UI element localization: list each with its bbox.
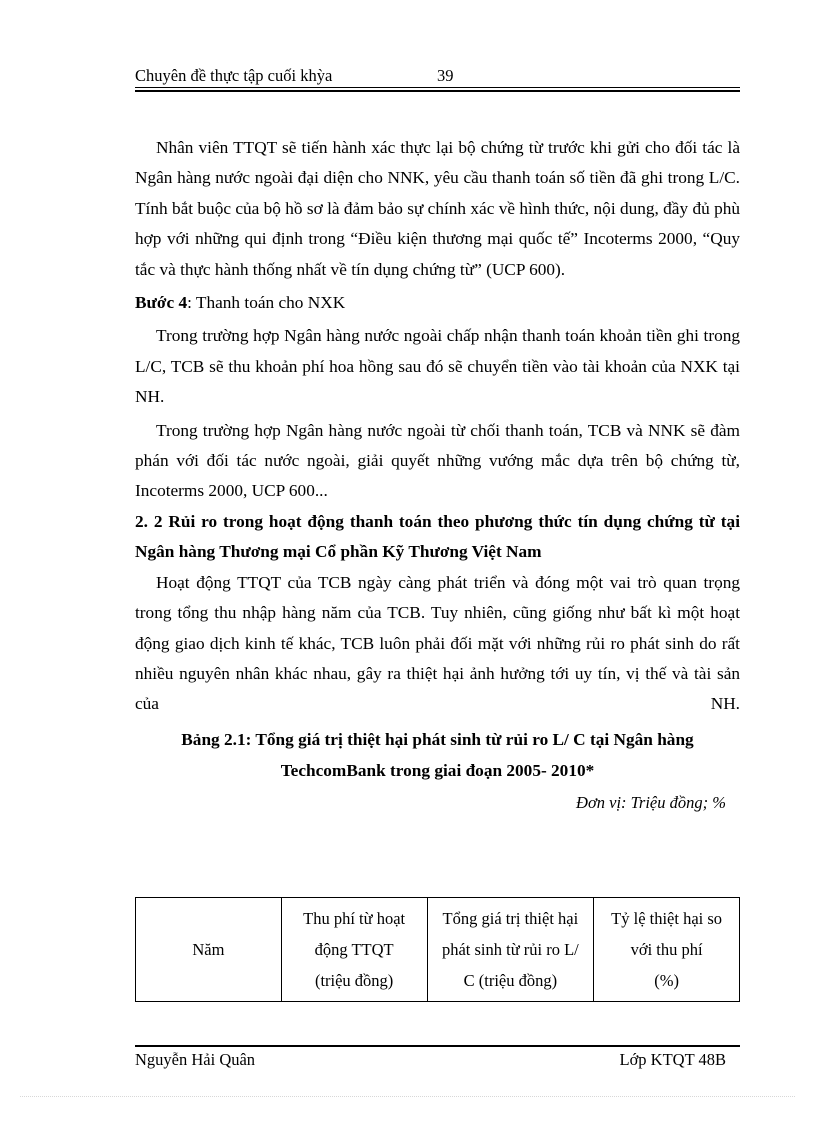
table-title-line-1: Bảng 2.1: Tổng giá trị thiệt hại phát sinh từ rủi ro L/ C tại Ngân hàng (181, 729, 694, 749)
paragraph-refuse-payment: Trong trường hợp Ngân hàng nước ngoài từ chối thanh toán, TCB và NNK sẽ đàm phán với đối tác nước ngoài, giải quyết những vướng mắc dựa trên bộ chứng từ, Incoterms 2000, UCP 600... (135, 420, 740, 501)
step-4-heading (135, 288, 740, 318)
col-header-loss: Tổng giá trị thiệt hại phát sinh từ rủi ro L/ C (triệu đồng) (427, 898, 594, 1002)
paragraph-verification: Nhân viên TTQT sẽ tiến hành xác thực lại bộ chứng từ trước khi gửi cho đối tác là Ngân hàng nước ngoài đại diện cho NNK, yêu cầu thanh toán số tiền đã ghi trong L/C. Tính bắt buộc của bộ hồ sơ là đảm bảo sự chính xác về hình thức, nội dung, đầy đủ phù hợp với những qui định trong “Điều kiện thương mại quốc tế” Incoterms 2000, “Quy tắc và thực hành thống nhất về tín dụng chứng từ” (UCP 600). (135, 138, 740, 279)
header-page-number: 39 (437, 66, 454, 85)
table-unit-note: Đơn vị: Triệu đồng; % (576, 792, 726, 812)
header-rule-thin (135, 87, 740, 88)
col-header-fee: Thu phí từ hoạt động TTQT (triệu đồng) (281, 898, 427, 1002)
step-4-label: Bước 4 (135, 293, 188, 313)
header-title: Chuyên đề thực tập cuối khỳa (135, 66, 333, 85)
header-rule-thick (135, 90, 740, 92)
loss-table (135, 897, 740, 1002)
footer-author: Nguyễn Hải Quân (135, 1050, 256, 1069)
footer-rule (135, 1045, 740, 1047)
page-header (135, 64, 740, 88)
document-body (135, 133, 740, 818)
paragraph-risk-overview: Hoạt động TTQT của TCB ngày càng phát triển và đóng một vai trò quan trọng trong tổng thu nhập hàng năm của TCB. Tuy nhiên, cũng giống như bất kì một hoạt động giao dịch kinh tế khác, TCB luôn phải đối mặt với những rủi ro phát sinh do rất nhiều nguyên nhân khác nhau, gây ra thiệt hại ảnh hưởng tới uy tín, vị thế và tài sản của NH. (135, 572, 740, 714)
table-title (135, 724, 740, 786)
col-header-ratio: Tỷ lệ thiệt hại so với thu phí (%) (594, 898, 740, 1002)
table-title-line-2: TechcomBank trong giai đoạn 2005- 2010* (280, 760, 595, 780)
table-header-row (136, 898, 740, 1002)
bottom-dotted-border (20, 1096, 795, 1097)
section-heading: 2. 2 Rủi ro trong hoạt động thanh toán theo phương thức tín dụng chứng từ tại Ngân hàng Thương mại Cổ phần Kỹ Thương Việt Nam (135, 511, 740, 562)
page-footer (135, 1050, 740, 1072)
col-header-year: Năm (136, 898, 282, 1002)
step-4-text: : Thanh toán cho NXK (187, 293, 346, 313)
paragraph-accept-payment: Trong trường hợp Ngân hàng nước ngoài chấp nhận thanh toán khoản tiền ghi trong L/C, TCB sẽ thu khoản phí hoa hồng sau đó sẽ chuyển tiền vào tài khoản của NXK tại NH. (135, 326, 740, 407)
footer-class: Lớp KTQT 48B (619, 1050, 726, 1069)
